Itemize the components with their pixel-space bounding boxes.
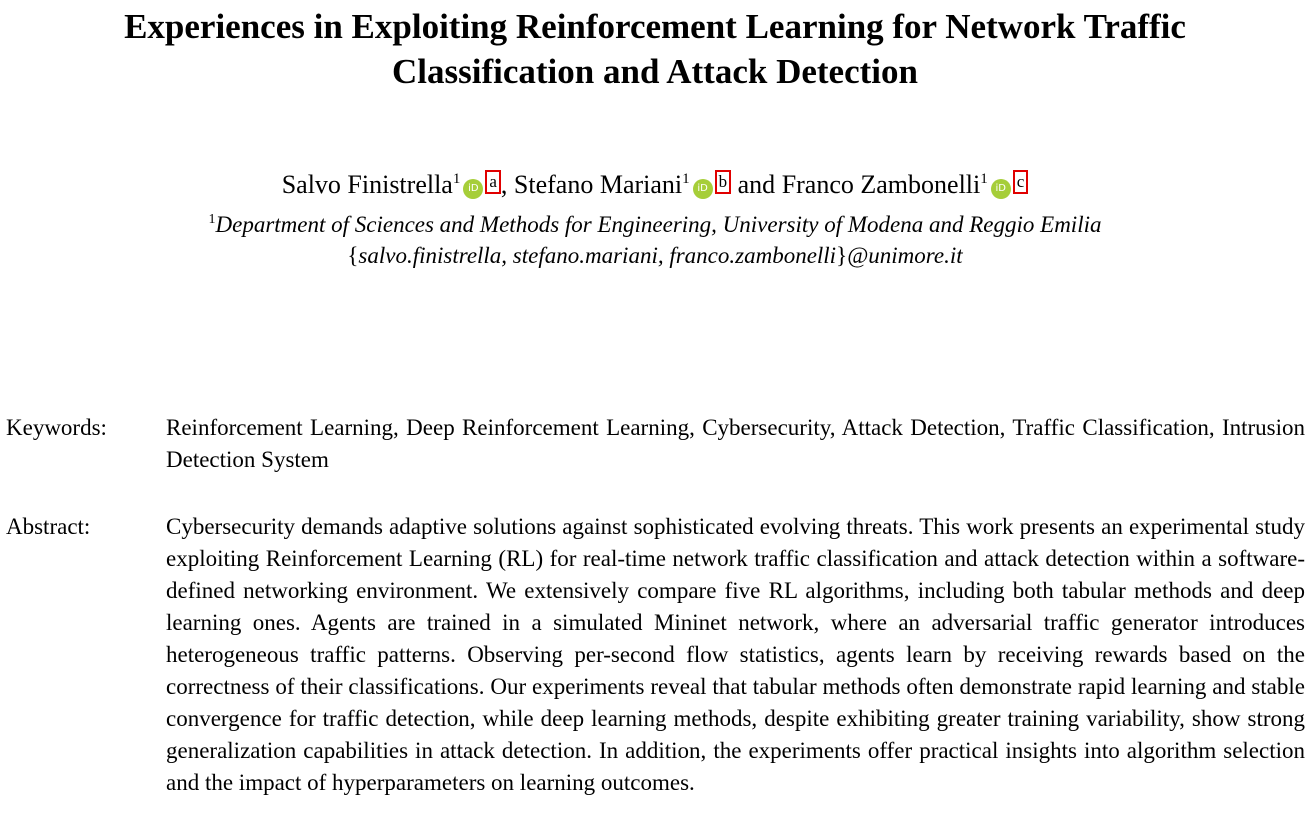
abstract-text: Cybersecurity demands adaptive solutions against sophisticated evolving threats. This work presents an experimental study exploiting Reinforcement Learning (RL) for real-time network traffic classification and attack detection within a software-defined networking environment. We extensively compare five RL algorithms, including both tabular methods and deep learning ones. Agents are trained in a simulated Mininet network, where an adversarial traffic generator introduces heterogeneous traffic patterns. Observing per-second flow statistics, agents learn by receiving rewards based on the correctness of their classifications. Our experiments reveal that tabular methods often demonstrate rapid learning and stable convergence for traffic detection, while deep learning methods, despite exhibiting greater training variability, show strong generalization capabilities in attack detection. In addition, the experiments offer practical insights into algorithm selection and the impact of hyperparameters on learning outcomes.	[166, 514, 1305, 795]
paper-title	[0, 4, 1310, 94]
email-names: salvo.finistrella, stefano.mariani, franco.zambonelli	[358, 243, 837, 268]
author-separator: ,	[500, 170, 514, 199]
affiliation-block	[0, 209, 1310, 271]
affiliation-line	[0, 209, 1310, 240]
affiliation-text: Department of Sciences and Methods for Engineering, University of Modena and Reggio Emilia	[215, 212, 1102, 237]
author-name: Salvo Finistrella	[281, 170, 453, 199]
email-brace-close: }	[836, 243, 848, 268]
email-line	[0, 240, 1310, 271]
title-line-2: Classification and Attack Detection	[392, 52, 918, 91]
affiliation-mark: 1	[682, 171, 690, 187]
author-separator: and	[731, 170, 782, 199]
affiliation-mark: 1	[980, 171, 988, 187]
abstract-label: Abstract:	[6, 514, 91, 539]
keywords-text: Reinforcement Learning, Deep Reinforcement Learning, Cybersecurity, Attack Detection, Traffic Classification, Intrusion Detection System	[166, 415, 1305, 472]
footnote-link-c[interactable]: c	[1013, 170, 1029, 194]
author-name: Stefano Mariani	[513, 170, 683, 199]
footnote-link-a[interactable]: a	[485, 170, 501, 194]
orcid-icon[interactable]: iD	[463, 179, 483, 199]
affiliation-mark: 1	[452, 171, 461, 187]
author-name: Franco Zambonelli	[781, 170, 981, 199]
orcid-icon[interactable]: iD	[991, 179, 1011, 199]
orcid-icon[interactable]: iD	[693, 179, 713, 199]
author-list	[0, 168, 1310, 202]
affiliation-mark: 1	[208, 212, 216, 227]
title-line-1: Experiences in Exploiting Reinforcement Learning for Network Traffic	[124, 7, 1186, 46]
email-brace-open: {	[347, 243, 359, 268]
footnote-link-b[interactable]: b	[715, 170, 732, 194]
keywords-label: Keywords:	[6, 415, 107, 440]
email-domain: @unimore.it	[847, 243, 963, 268]
